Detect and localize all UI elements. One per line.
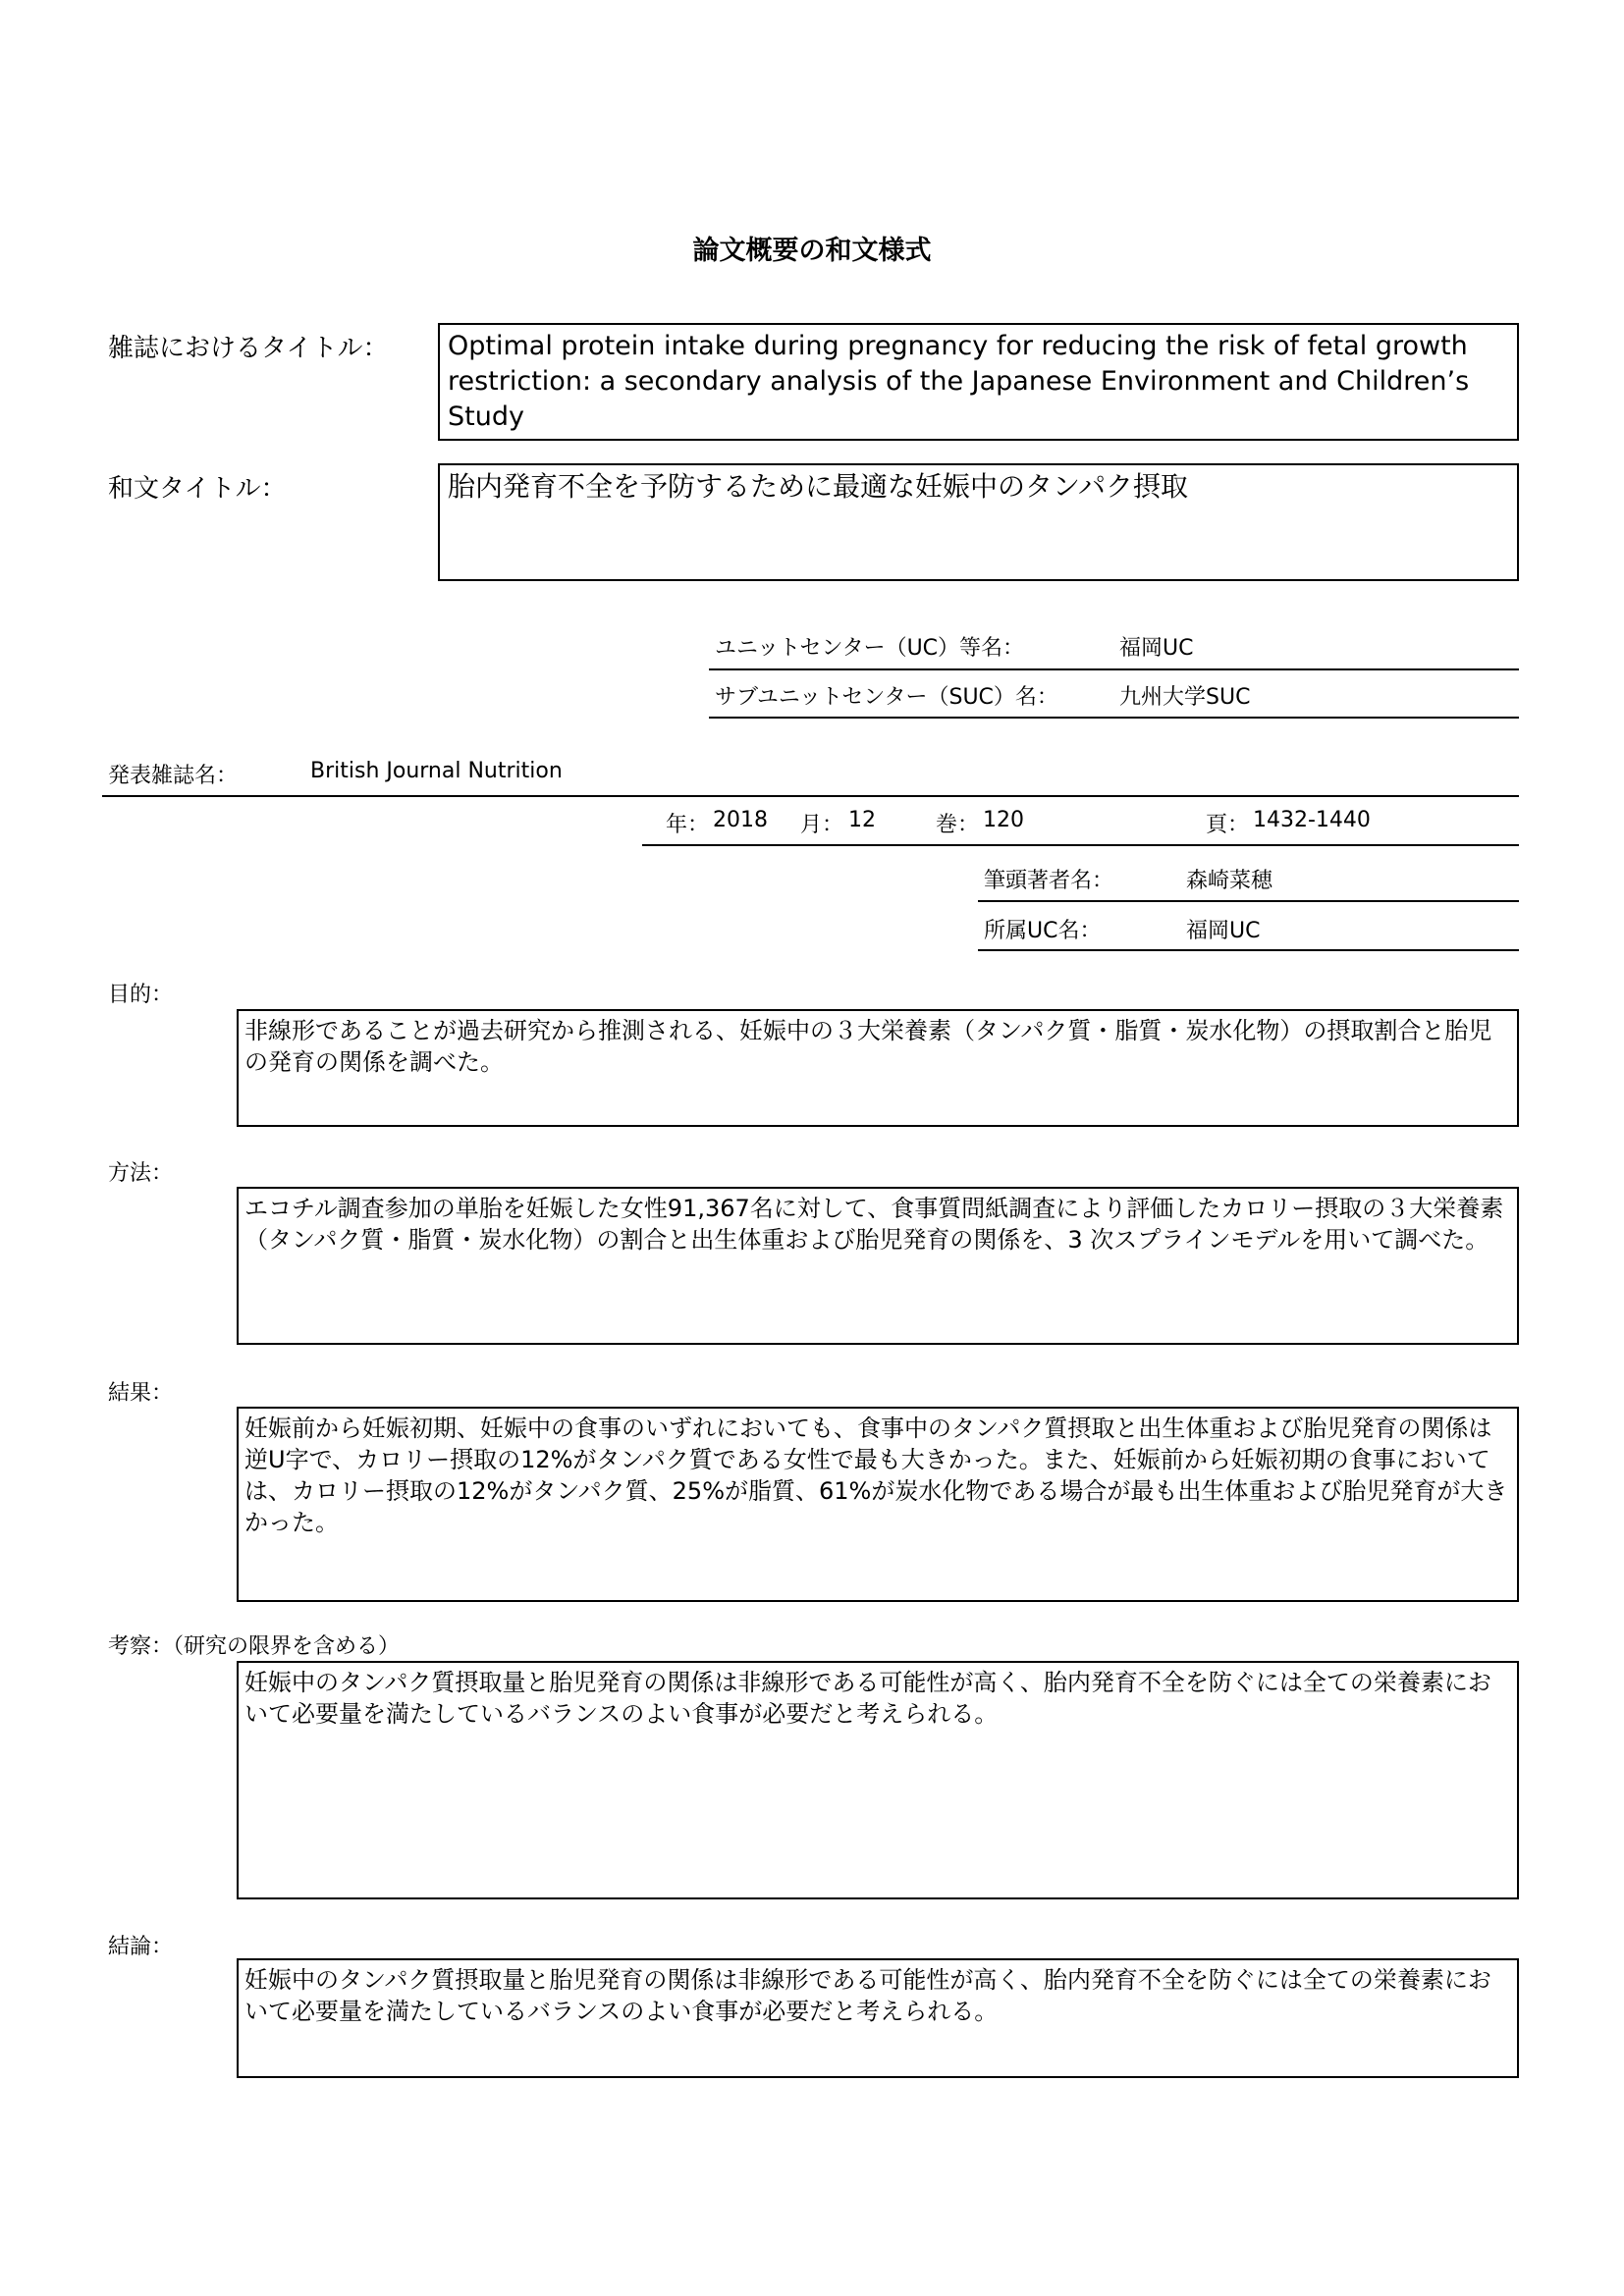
month-value: 12 (848, 808, 876, 832)
volume-value: 120 (983, 808, 1024, 832)
journal-name-label: 発表雑誌名： (108, 764, 239, 788)
sub-unit-center-label: サブユニットセンター（SUC）名： (715, 685, 1058, 710)
journal-title-label: 雑誌におけるタイトル： (108, 334, 389, 363)
results-field: 妊娠前から妊娠初期、妊娠中の食事のいずれにおいても、食事中のタンパク質摂取と出生体重および胎児発育の関係は逆U字で、カロリー摂取の12%がタンパク質である女性で最も大きかった。また、妊娠前から妊娠初期の食事においては、カロリー摂取の12%がタンパク質、25%が脂質、61%が炭水化物である場合が最も出生体重および胎児発育が大きかった。 (237, 1407, 1519, 1602)
affiliation-label: 所属UC名： (984, 919, 1102, 943)
page-title: 論文概要の和文様式 (692, 236, 932, 266)
unit-center-value: 福岡UC (1119, 636, 1194, 661)
month-label: 月： (800, 813, 844, 837)
first-author-rule (978, 900, 1519, 902)
volume-label: 巻： (936, 813, 980, 837)
unit-center-label: ユニットセンター（UC）等名： (715, 636, 1025, 661)
first-author-value: 森崎菜穂 (1186, 869, 1273, 893)
unit-center-rule (709, 668, 1519, 670)
pages-value: 1432-1440 (1253, 808, 1371, 832)
sub-unit-center-value: 九州大学SUC (1119, 685, 1251, 710)
pages-label: 頁： (1206, 813, 1250, 837)
conclusion-label: 結論： (108, 1935, 174, 1959)
publication-rule (642, 844, 1519, 846)
affiliation-rule (978, 949, 1519, 951)
conclusion-field: 妊娠中のタンパク質摂取量と胎児発育の関係は非線形である可能性が高く、胎内発育不全を防ぐには全ての栄養素において必要量を満たしているバランスのよい食事が必要だと考えられる。 (237, 1958, 1519, 2078)
year-value: 2018 (713, 808, 768, 832)
discussion-field: 妊娠中のタンパク質摂取量と胎児発育の関係は非線形である可能性が高く、胎内発育不全を防ぐには全ての栄養素において必要量を満たしているバランスのよい食事が必要だと考えられる。 (237, 1661, 1519, 1899)
sub-unit-center-rule (709, 717, 1519, 719)
year-label: 年： (666, 813, 710, 837)
method-label: 方法： (108, 1161, 174, 1186)
journal-title-field: Optimal protein intake during pregnancy for reducing the risk of fetal growth restriction: a secondary analysis of the Japanese Environment and Children’s Study (438, 323, 1519, 441)
results-label: 結果： (108, 1381, 174, 1406)
method-field: エコチル調査参加の単胎を妊娠した女性91,367名に対して、食事質問紙調査により評価したカロリー摂取の３大栄養素（タンパク質・脂質・炭水化物）の割合と出生体重および胎児発育の関係を、3 次スプラインモデルを用いて調べた。 (237, 1187, 1519, 1345)
discussion-label: 考察：（研究の限界を含める） (108, 1634, 401, 1659)
affiliation-value: 福岡UC (1186, 919, 1261, 943)
japanese-title-label: 和文タイトル： (108, 474, 287, 504)
purpose-field: 非線形であることが過去研究から推測される、妊娠中の３大栄養素（タンパク質・脂質・炭水化物）の摂取割合と胎児の発育の関係を調べた。 (237, 1009, 1519, 1127)
japanese-title-field: 胎内発育不全を予防するために最適な妊娠中のタンパク摂取 (438, 463, 1519, 581)
journal-name-value: British Journal Nutrition (310, 759, 563, 783)
journal-name-rule (102, 795, 1519, 797)
first-author-label: 筆頭著者名： (984, 869, 1114, 893)
purpose-label: 目的： (108, 983, 174, 1007)
